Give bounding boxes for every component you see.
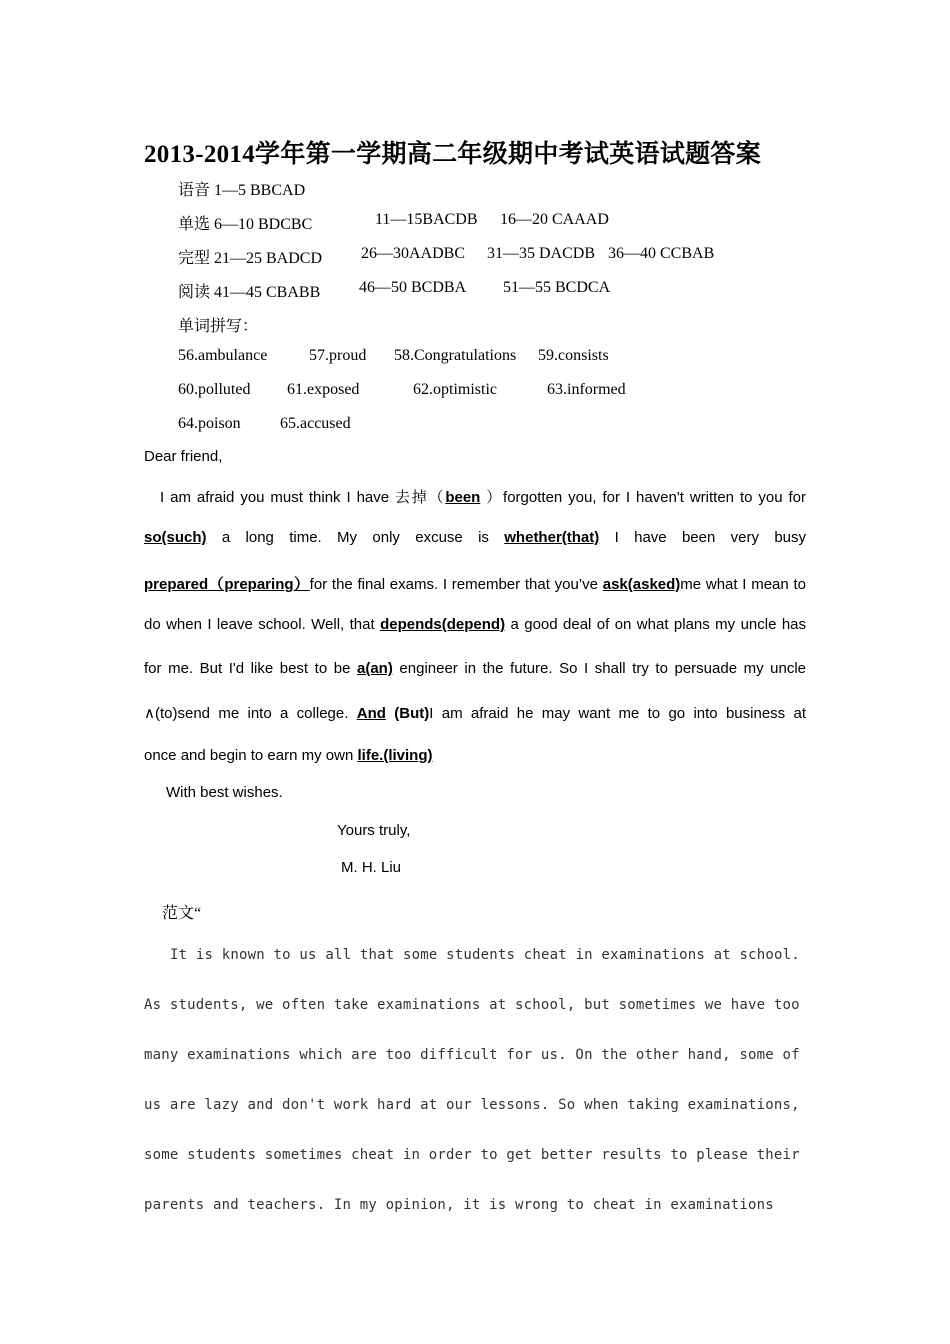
answer-cloze-1: 完型 21—25 BADCD: [178, 250, 323, 267]
essay-line-2: As students, we often take examinations at school, but sometimes we have too: [144, 997, 800, 1013]
answer-phonetics: 语音 1—5 BBCAD: [178, 182, 306, 199]
spelling-60: 60.polluted: [178, 381, 251, 398]
answer-single-choice-1: 单选 6—10 BDCBC: [178, 216, 313, 233]
letter-line-5: for me. But I'd like best to be a(an) engineer in the future. So I shall try to persuade my uncle: [144, 660, 807, 677]
answer-single-choice-3: 16—20 CAAAD: [500, 211, 609, 228]
answer-reading-3: 51—55 BCDCA: [503, 279, 611, 296]
spelling-65: 65.accused: [280, 415, 351, 432]
correction-prepared: prepared（preparing）: [144, 576, 310, 593]
letter-signature: M. H. Liu: [341, 859, 402, 876]
spelling-58: 58.Congratulations: [394, 347, 517, 364]
correction-whether-that: whether(that): [504, 529, 600, 546]
letter-closing: With best wishes.: [166, 784, 283, 801]
answer-single-choice-2: 11—15BACDB: [375, 211, 478, 228]
correction-and: And: [356, 705, 386, 722]
letter-line-7: once and begin to earn my own life.(living): [144, 747, 433, 764]
spelling-59: 59.consists: [538, 347, 609, 364]
spelling-62: 62.optimistic: [413, 381, 497, 398]
spelling-57: 57.proud: [309, 347, 367, 364]
answer-reading-2: 46—50 BCDBA: [359, 279, 467, 296]
spelling-63: 63.informed: [547, 381, 626, 398]
spelling-64: 64.poison: [178, 415, 241, 432]
essay-line-3: many examinations which are too difficult for us. On the other hand, some of: [144, 1047, 800, 1063]
letter-line-4: do when I leave school. Well, that depends(depend) a good deal of on what plans my uncle has: [144, 616, 807, 633]
essay-line-4: us are lazy and don't work hard at our lessons. So when taking examinations,: [144, 1097, 800, 1113]
answer-cloze-3: 31—35 DACDB: [487, 245, 596, 262]
letter-line-2: so(such) a long time. My only excuse is whether(that) I have been very busy: [144, 529, 807, 546]
document-title: 2013-2014学年第一学期高二年级期中考试英语试题答案: [144, 141, 762, 168]
correction-life-living: life.(living): [357, 747, 433, 764]
correction-been: been: [445, 489, 481, 506]
spelling-61: 61.exposed: [287, 381, 360, 398]
essay-line-6: parents and teachers. In my opinion, it is wrong to cheat in examinations: [144, 1197, 774, 1213]
answer-cloze-2: 26—30AADBC: [361, 245, 466, 262]
letter-line-3: prepared（preparing）for the final exams. I remember that you’ve ask(asked)me what I mean to: [144, 576, 806, 593]
answer-cloze-4: 36—40 CCBAB: [608, 245, 715, 262]
correction-so-such: so(such): [144, 529, 207, 546]
correction-a-an: a(an): [357, 660, 393, 677]
letter-line-6: ∧(to)send me into a college. And (But)I am afraid he may want me to go into business at: [144, 705, 807, 722]
letter-line-1: I am afraid you must think I have 去掉（been ）forgotten you, for I haven't written to you for: [160, 489, 806, 506]
letter-yours: Yours truly,: [337, 822, 411, 839]
essay-line-5: some students sometimes cheat in order to get better results to please their: [144, 1147, 800, 1163]
letter-salutation: Dear friend,: [144, 448, 223, 465]
correction-depends: depends(depend): [380, 616, 506, 633]
essay-line-1: It is known to us all that some students cheat in examinations at school.: [170, 947, 800, 963]
spelling-label: 单词拼写：: [178, 318, 259, 335]
spelling-56: 56.ambulance: [178, 347, 268, 364]
essay-label: 范文“: [162, 905, 202, 922]
answer-reading-1: 阅读 41—45 CBABB: [178, 284, 321, 301]
correction-ask-asked: ask(asked): [602, 576, 681, 593]
